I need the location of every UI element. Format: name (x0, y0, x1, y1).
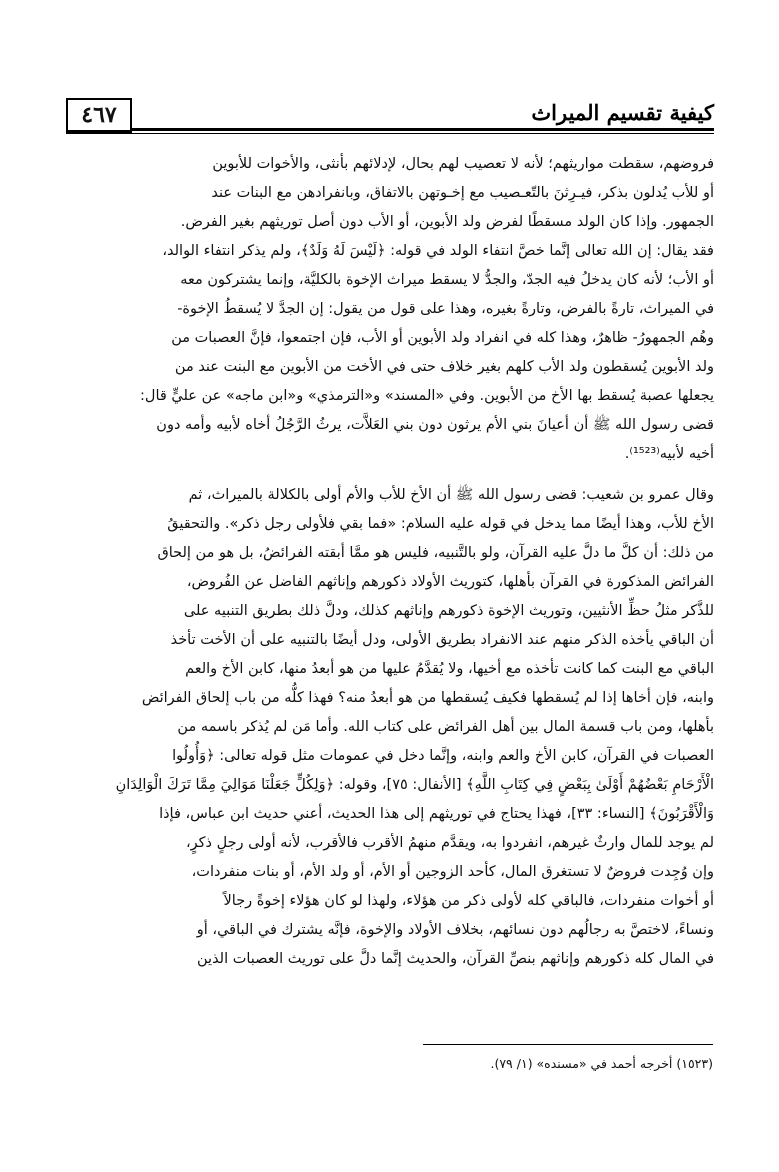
paragraph-1 (66, 150, 714, 469)
text-line: وقال عمرو بن شعيب: قضى رسول الله ﷺ أن الأخ للأب والأم أولى بالكلالة بالميراث، ثم (188, 487, 714, 503)
text-line: الْأَرْحَامِ بَعْضُهُمْ أَوْلَىٰ بِبَعْضٍ فِي كِتَابِ اللَّهِ﴾ [الأنفال: ٧٥]، وقوله: ﴿وَلِكُلٍّ جَعَلْنَا مَوَالِيَ مِمَّا تَرَكَ الْوَالِدَانِ (115, 777, 714, 793)
text-line: الباقي مع البنت كما كانت تأخذه مع أخيها، ولا يُقدَّمُ عليها من هو أبعدُ منها، كابن الأخ والعم (185, 661, 714, 677)
text-line: وهُم الجمهورُ- ظاهرٌ، وهذا كله في انفراد ولد الأبوين أو الأب، فإن اجتمعوا، فإنَّ العصبات من (171, 330, 714, 346)
text-line: ونساءً، لاختصَّ به رجالُهم دون نسائهم، بخلاف الأولاد والإخوة، فإنَّه يشترك في الباقي، أو (196, 922, 714, 938)
text-line: العصبات في القرآن، كابن الأخ والعم وابنه، وإنَّما دخل في عمومات مثل قوله تعالى: ﴿وَأُولُوا (172, 748, 714, 764)
text-line: وابنه، فإن أخاها إذا لم يُسقطها فكيف يُسقطها من هو أبعدُ منه؟ فهذا كلُّه من باب إلحاق الفرائض (141, 690, 714, 706)
text-line: أن الباقي يأخذه الذكر منهم عند الانفراد بطريق الأولى، ودل أيضًا بالتنبيه على أن الأخت تأخذ (170, 632, 714, 648)
text-line: أو للأب يُدلون بذكر، فيـرِثنَ بالتّعـصيب مع إخـوتهن بالاتفاق، وبانفرادهن مع البنات عند (211, 185, 714, 201)
text-line: قضى رسول الله ﷺ أن أعيانَ بني الأم يرثون دون بني العَلاَّت، يرثُ الرَّجُلُ أخاه لأبيه وأمه دون (156, 417, 714, 433)
text-line: أو الأب؛ لأنه كان يدخلُ فيه الجدّ، والجدُّ لا يسقط ميراث الإخوة بالكليَّة، وإنما يشتركون معه (180, 272, 714, 288)
footnote-rule (423, 1044, 713, 1045)
text-line: أخيه لأبيه⁽¹⁵²³⁾. (624, 446, 714, 462)
text-line: يجعلها عصبة يُسقط بها الأخ من الأبوين. وفي «المسند» و«الترمذي» و«ابن ماجه» عن عليٍّ قال: (140, 388, 714, 404)
paragraph-2 (66, 481, 714, 974)
page-title: كيفية تقسيم الميراث (531, 100, 714, 125)
text-line: للذَّكر مثلُ حظِّ الأنثيين، وتوريث الإخوة ذكورهم وإناثهم كذلك، ودلَّ ذلك بطريق التنبيه على (183, 603, 714, 619)
text-line: لم يوجد للمال وارثٌ غيرهم، انفردوا به، ويقدَّم منهمُ الأقرب فالأقرب، لأنه أولى رجلٍ ذكرٍ، (185, 835, 714, 851)
text-line: وإن وُجِدت فروضٌ لا تستغرق المال، كأحد الزوجين أو الأم، أو ولد الأم، أو بنات منفردات، (191, 864, 714, 880)
text-line: فقد يقال: إن الله تعالى إنَّما خصَّ انتفاء الولد في قوله: ﴿لَيْسَ لَهُ وَلَدٌ﴾، ولم يذكر انتفاء الوالد، (162, 243, 714, 259)
text-line: فروضهم، سقطت مواريثهم؛ لأنه لا تعصيب لهم بحال، لإدلائهم بأنثى، والأخوات للأبوين (212, 156, 714, 172)
text-line: بأهلها، ومن باب قسمة المال بين أهل الفرائض على كتاب الله. وأما مَن لم يُذكر باسمه من (177, 719, 714, 735)
text-line: من ذلك: أن كلَّ ما دلَّ عليه القرآن، ولو بالتَّنبيه، فليس هو ممَّا أبقته الفرائضُ، بل هو من إلحاق (157, 545, 714, 561)
footnote: (١٥٢٣) أخرجه أحمد في «مسنده» (١/ ٧٩). (490, 1056, 713, 1071)
page-number: ٤٦٧ (66, 98, 132, 134)
header-rule (132, 128, 714, 134)
text-line: ولد الأبوين يُسقطون ولد الأب كلهم بغير خلاف حتى في الأخت من الأبوين مع البنت عند من (174, 359, 714, 375)
text-line: الجمهور. وإذا كان الولد مسقطًا لفرض ولد الأبوين، أو الأب دون أصل توريثهم بغير الفرض. (180, 214, 714, 230)
text-line: الأخ للأب، وهذا أيضًا مما يدخل في قوله عليه السلام: «فما بقي فلأولى رجل ذكر». والتحقيقُ (167, 516, 714, 532)
text-line: الفرائض المذكورة في القرآن بأهلها، كتوريث الأولاد ذكورهم وإناثهم الفاضل عن الفُروض، (186, 574, 714, 590)
text-line: في المال كله ذكورهم وإناثهم بنصِّ القرآن، والحديث إنَّما دلَّ على توريث العصبات الذين (197, 951, 714, 967)
text-line: أو أخوات منفردات، فالباقي كله لأولى ذكر من هؤلاء، ولهذا لو كان هؤلاء إخوةً رجالاً (223, 893, 714, 909)
body-text (66, 150, 714, 974)
text-line: في الميراث، تارةً بالفرض، وتارةً بغيره، وهذا على قول من يقول: إن الجدَّ لا يُسقطُ الإخوة- (177, 301, 714, 317)
text-line: وَالْأَقْرَبُونَ﴾ [النساء: ٣٣]، فهذا يحتاج في توريثهم إلى هذا الحديث، أعني حديث ابن عباس، فإذا (159, 806, 714, 822)
page-header (66, 98, 714, 138)
